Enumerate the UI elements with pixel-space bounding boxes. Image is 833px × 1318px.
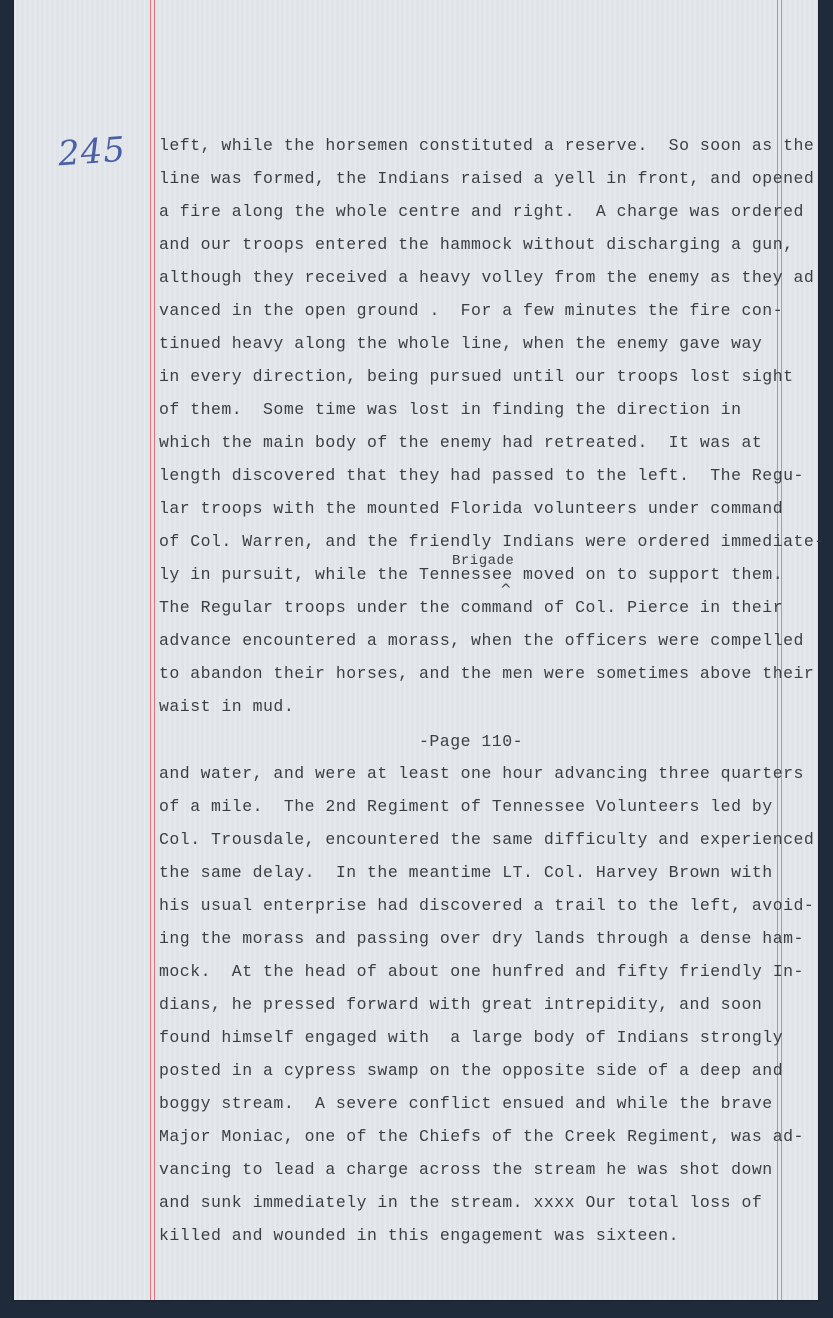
text-line: Col. Trousdale, encountered the same difficulty and experienced xyxy=(159,830,815,849)
text-line: ing the morass and passing over dry lands through a dense ham- xyxy=(159,929,804,948)
text-line: of a mile. The 2nd Regiment of Tennessee Volunteers led by xyxy=(159,797,773,816)
text-line: dians, he pressed forward with great intrepidity, and soon xyxy=(159,995,763,1014)
text-line: although they received a heavy volley from the enemy as they ad xyxy=(159,268,815,287)
handwritten-page-number: 245 xyxy=(56,129,128,175)
text-line: the same delay. In the meantime LT. Col. Harvey Brown with xyxy=(159,863,773,882)
text-line: waist in mud. xyxy=(159,697,295,716)
text-line: found himself engaged with a large body of Indians strongly xyxy=(159,1028,784,1047)
right-margin-rule-inner xyxy=(781,0,782,1300)
text-line: vanced in the open ground . For a few minutes the fire con- xyxy=(159,301,784,320)
handwritten-insertion: Brigade xyxy=(452,553,515,569)
text-line: and water, and were at least one hour advancing three quarters xyxy=(159,764,804,783)
text-line: line was formed, the Indians raised a yell in front, and opened xyxy=(159,169,815,188)
right-margin-rule xyxy=(777,0,778,1300)
text-line: lar troops with the mounted Florida volunteers under command xyxy=(159,499,784,518)
text-line: his usual enterprise had discovered a trail to the left, avoid- xyxy=(159,896,815,915)
text-line: mock. At the head of about one hunfred and fifty friendly In- xyxy=(159,962,804,981)
typed-paper-sheet xyxy=(14,0,825,1300)
text-line: length discovered that they had passed to the left. The Regu- xyxy=(159,466,804,485)
text-line: The Regular troops under the command of Col. Pierce in their xyxy=(159,598,784,617)
text-line: tinued heavy along the whole line, when the enemy gave way xyxy=(159,334,763,353)
text-line: left, while the horsemen constituted a reserve. So soon as the xyxy=(159,136,815,155)
text-line: posted in a cypress swamp on the opposite side of a deep and xyxy=(159,1061,784,1080)
text-line: boggy stream. A severe conflict ensued and while the brave xyxy=(159,1094,773,1113)
insertion-caret: ^ xyxy=(500,582,512,598)
page-label: -Page 110- xyxy=(419,732,524,751)
text-line: of them. Some time was lost in finding the direction in xyxy=(159,400,742,419)
left-margin-rule-inner xyxy=(154,0,155,1300)
text-line: vancing to lead a charge across the stream he was shot down xyxy=(159,1160,773,1179)
text-line: of Col. Warren, and the friendly Indians were ordered immediate- xyxy=(159,532,825,551)
text-line: ly in pursuit, while the Tennessee moved on to support them. xyxy=(159,565,784,584)
text-line: advance encountered a morass, when the officers were compelled xyxy=(159,631,804,650)
text-line: Major Moniac, one of the Chiefs of the Creek Regiment, was ad- xyxy=(159,1127,804,1146)
text-line: to abandon their horses, and the men were sometimes above their xyxy=(159,664,815,683)
text-line: and our troops entered the hammock without discharging a gun, xyxy=(159,235,794,254)
text-line: killed and wounded in this engagement was sixteen. xyxy=(159,1226,680,1245)
text-line: in every direction, being pursued until our troops lost sight xyxy=(159,367,794,386)
text-line: which the main body of the enemy had retreated. It was at xyxy=(159,433,763,452)
text-line: and sunk immediately in the stream. xxxx Our total loss of xyxy=(159,1193,763,1212)
left-margin-rule xyxy=(150,0,151,1300)
text-line: a fire along the whole centre and right. A charge was ordered xyxy=(159,202,804,221)
